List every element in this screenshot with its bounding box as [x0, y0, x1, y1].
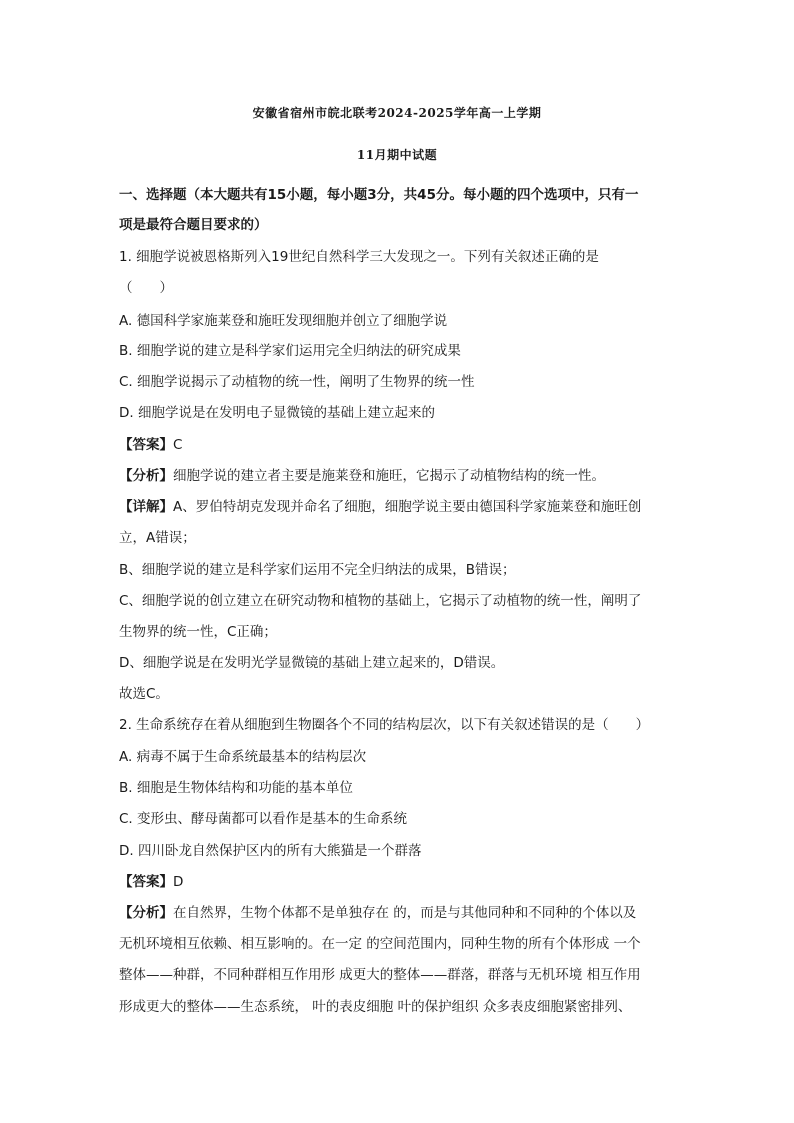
- q2-option-b: B. 细胞是生物体结构和功能的基本单位: [119, 780, 353, 796]
- q2-analysis-line-4: 形成更大的整体——生态系统， 叶的表皮细胞 叶的保护组织 众多表皮细胞紧密排列、: [119, 999, 632, 1015]
- answer-value: C: [173, 437, 183, 453]
- q1-detail-line-4: C、细胞学说的创立建立在研究动物和植物的基础上，它揭示了动植物的统一性，阐明了: [119, 593, 642, 609]
- section-heading-line-2: 项是最符合题目要求的）: [119, 217, 268, 233]
- q2-option-a: A. 病毒不属于生命系统最基本的结构层次: [119, 749, 367, 765]
- q1-analysis: [119, 467, 605, 485]
- q2-option-d: D. 四川卧龙自然保护区内的所有大熊猫是一个群落: [119, 843, 422, 859]
- section-heading-line-1: 一、选择题（本大题共有15小题，每小题3分，共45分。每小题的四个选项中，只有一: [119, 187, 639, 203]
- q1-stem-line-1: 1. 细胞学说被恩格斯列入19世纪自然科学三大发现之一。下列有关叙述正确的是: [119, 249, 599, 265]
- document-title-line-2: 11月期中试题: [356, 148, 438, 162]
- q1-detail-line-6: D、细胞学说是在发明光学显微镜的基础上建立起来的，D错误。: [119, 655, 505, 671]
- q2-option-c: C. 变形虫、酵母菌都可以看作是基本的生命系统: [119, 811, 408, 827]
- q1-detail-line-2: 立，A错误；: [119, 530, 196, 546]
- q1-option-d: D. 细胞学说是在发明电子显微镜的基础上建立起来的: [119, 405, 435, 421]
- q1-conclusion: 故选C。: [119, 686, 169, 702]
- analysis-tag: 【分析】: [119, 468, 173, 484]
- q2-analysis-line-3: 整体——种群，不同种群相互作用形 成更大的整体——群落，群落与无机环境 相互作用: [119, 967, 641, 983]
- document-title-line-1: 安徽省宿州市皖北联考2024-2025学年高一上学期: [252, 106, 542, 120]
- q1-option-b: B. 细胞学说的建立是科学家们运用完全归纳法的研究成果: [119, 343, 461, 359]
- answer-tag: 【答案】: [119, 874, 173, 890]
- q1-detail-line-5: 生物界的统一性，C正确；: [119, 624, 277, 640]
- analysis-text: 细胞学说的建立者主要是施莱登和施旺，它揭示了动植物结构的统一性。: [173, 468, 605, 484]
- analysis-tag: 【分析】: [119, 905, 173, 921]
- q2-analysis-line-2: 无机环境相互依赖、相互影响的。在一定 的空间范围内，同种生物的所有个体形成 一个: [119, 936, 641, 952]
- q1-option-a: A. 德国科学家施莱登和施旺发现细胞并创立了细胞学说: [119, 313, 448, 329]
- q1-detail-line-1: [119, 498, 641, 516]
- q1-detail-line-3: B、细胞学说的建立是科学家们运用不完全归纳法的成果，B错误；: [119, 562, 516, 578]
- answer-tag: 【答案】: [119, 437, 173, 453]
- detail-text: A、罗伯特胡克发现并命名了细胞，细胞学说主要由德国科学家施莱登和施旺创: [173, 499, 642, 515]
- q1-option-c: C. 细胞学说揭示了动植物的统一性，阐明了生物界的统一性: [119, 374, 475, 390]
- q2-stem: 2. 生命系统存在着从细胞到生物圈各个不同的结构层次，以下有关叙述错误的是（ ）: [119, 717, 650, 733]
- analysis-text: 在自然界，生物个体都不是单独存在 的，而是与其他同种和不同种的个体以及: [173, 905, 637, 921]
- answer-value: D: [173, 874, 184, 890]
- q2-answer: [119, 873, 183, 891]
- q1-stem-line-2: （ ）: [119, 280, 173, 296]
- q2-analysis-line-1: [119, 904, 636, 922]
- q1-answer: [119, 436, 182, 454]
- detail-tag: 【详解】: [119, 499, 173, 515]
